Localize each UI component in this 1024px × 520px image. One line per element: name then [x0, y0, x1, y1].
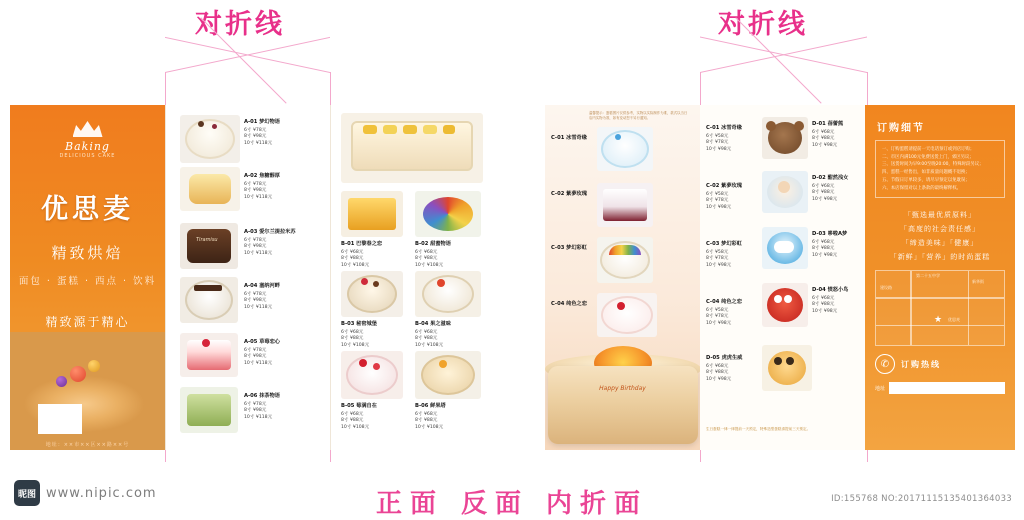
- price-c03: C-03 梦幻彩虹 6寸 ¥58元 8寸 ¥78元 10寸 ¥98元: [706, 241, 742, 268]
- address-label: 地址: [875, 385, 886, 392]
- product-photo-a02[interactable]: [180, 167, 240, 211]
- store-map[interactable]: [875, 270, 1005, 346]
- product-label-b05: B-05 莓满自在 6寸 ¥68元 8寸 ¥88元 10寸 ¥108元: [341, 403, 377, 430]
- badge-sub: DELICIOUS CAKE: [59, 153, 116, 159]
- map-road: [968, 271, 969, 345]
- price-d04: D-04 愤怒小鸟 6寸 ¥68元 8寸 ¥88元 10寸 ¥98元: [812, 287, 849, 314]
- product-label-b02: B-02 甜蜜物语 6寸 ¥68元 8寸 ¥88元 10寸 ¥108元: [415, 241, 451, 268]
- map-label-3: 第二十五中学: [916, 273, 940, 279]
- product-photo-a04[interactable]: [180, 277, 238, 323]
- order-panel-title: 订购细节: [877, 123, 925, 134]
- product-photo-d02[interactable]: [762, 171, 808, 213]
- brand-quote: [873, 208, 1007, 264]
- hotline-label: 订购热线: [901, 359, 941, 369]
- leaflet-front: [10, 105, 490, 450]
- product-label-c03: C-03 梦幻彩虹: [551, 245, 587, 251]
- address-row: [875, 382, 1005, 394]
- cover-panel: [10, 105, 165, 450]
- fruit-decor: [70, 366, 86, 382]
- menu-panel-c: [545, 105, 700, 450]
- quote-line: 「高度的社会责任感」: [900, 225, 980, 234]
- price-c02: C-02 紫夢玫瑰 6寸 ¥58元 8寸 ¥78元 10寸 ¥98元: [706, 183, 742, 210]
- brand-badge: [56, 121, 120, 173]
- map-label-1: 建设路: [880, 285, 892, 291]
- order-note: 五、节假日订单较多，请尽早预定以免耽误；: [882, 177, 970, 183]
- top-white-strip: [0, 0, 1024, 100]
- hero-cake-text: Happy Birthday: [599, 385, 646, 392]
- order-note: 四、蛋糕一经售出，如非质量问题概不退换；: [882, 170, 970, 176]
- product-photo-b05[interactable]: [341, 351, 403, 399]
- product-label-a03: A-03 爱尔兰提拉米苏 6寸 ¥78元 8寸 ¥98元 10寸 ¥118元: [244, 229, 296, 256]
- product-label-a06: A-06 抹茶物语 6寸 ¥78元 8寸 ¥98元 10寸 ¥118元: [244, 393, 280, 420]
- watermark-text: www.nipic.com: [46, 485, 157, 501]
- product-label-a04: A-04 塞纳河畔 6寸 ¥78元 8寸 ¥98元 10寸 ¥118元: [244, 283, 280, 310]
- product-photo-b02[interactable]: [415, 191, 481, 237]
- product-label-a01: A-01 梦幻物语 6寸 ¥78元 8寸 ¥98元 10寸 ¥118元: [244, 119, 280, 146]
- hero-cake-image: [545, 300, 700, 450]
- cover-white-swatch: [38, 404, 82, 434]
- order-note: 一、订购蛋糕请提前一天电话预订或到店订购；: [882, 147, 975, 152]
- product-photo-a01[interactable]: [180, 115, 240, 163]
- badge-name: Baking: [65, 140, 110, 153]
- fruit-decor: [88, 360, 100, 372]
- map-road: [876, 325, 1004, 326]
- bottom-caption: 正面 反面 内折面: [375, 489, 649, 519]
- product-label-c02: C-02 紫夢玫瑰: [551, 191, 587, 197]
- product-photo-d03[interactable]: [762, 227, 808, 269]
- product-label-b03: B-03 秘密城堡 6寸 ¥68元 8寸 ¥88元 10寸 ¥108元: [341, 321, 377, 348]
- order-note: 二、市区内满100元免费送货上门，郊区另议；: [882, 154, 974, 160]
- fruit-decor: [56, 376, 67, 387]
- menu-cd-inner: [700, 105, 865, 450]
- quote-line: 「缔造美味」「健康」: [901, 239, 979, 248]
- order-note: 六、本店保留对以上条款的最终解释权。: [882, 185, 962, 191]
- menu-b-inner: [331, 105, 491, 450]
- product-label-a02: A-02 焦糖醇厚 6寸 ¥78元 8寸 ¥98元 10寸 ¥118元: [244, 173, 280, 200]
- price-c04: C-04 纯色之恋 6寸 ¥58元 8寸 ¥78元 10寸 ¥98元: [706, 299, 742, 326]
- product-photo-c01[interactable]: [597, 127, 653, 171]
- quote-line: 「甄选最优质原料」: [904, 211, 976, 220]
- cover-footnote: 地址：××市××区××路××号: [45, 442, 130, 448]
- menu-panel-a: [165, 105, 331, 450]
- product-photo-d01[interactable]: [762, 117, 808, 159]
- leaflet-back: [545, 105, 1015, 450]
- product-label-b01: B-01 巴黎春之恋 6寸 ¥68元 8寸 ¥88元 10寸 ¥108元: [341, 241, 383, 268]
- phone-icon: ✆: [875, 354, 895, 374]
- product-photo-a06[interactable]: [180, 387, 238, 433]
- product-label-b04: B-04 果之滋味 6寸 ¥68元 8寸 ¥88元 10寸 ¥108元: [415, 321, 451, 348]
- product-label-a05: A-05 草莓恋心 6寸 ¥78元 8寸 ¥98元 10寸 ¥118元: [244, 339, 280, 366]
- product-label-c01: C-01 冰雪奇缘: [551, 135, 587, 141]
- map-road: [910, 271, 912, 345]
- price-d03: D-03 哆啦A梦 6寸 ¥68元 8寸 ¥88元 10寸 ¥98元: [812, 231, 848, 258]
- top-note: 温馨提示：蛋糕图片仅供参考，实物以实际制作为准，款式以当日店内实物为准，如有变动恕不另行通知。: [589, 111, 688, 121]
- address-blank-line: [889, 382, 1005, 394]
- order-note: 三、送货时间为早9:00至晚20:00，特殊时段另议；: [882, 162, 984, 168]
- hotline-row: [875, 354, 1005, 374]
- product-photo-c02[interactable]: [597, 183, 653, 227]
- menu-c-inner: [545, 105, 700, 450]
- map-label-2: 新华街: [972, 279, 984, 285]
- cover-categories: 面包 · 蛋糕 · 西点 · 饮料: [18, 276, 157, 287]
- fold-label-right: 对折线: [718, 9, 808, 40]
- product-photo-d04[interactable]: [762, 283, 808, 327]
- product-photo-b01[interactable]: [341, 191, 403, 237]
- menu-panel-cd-prices: [700, 105, 865, 450]
- cover-subtitle: 精致烘焙: [51, 244, 124, 262]
- price-c01: C-01 冰雪奇缘 6寸 ¥58元 8寸 ¥78元 10寸 ¥98元: [706, 125, 742, 152]
- product-photo-b06[interactable]: [415, 351, 481, 399]
- order-panel: [865, 105, 1015, 450]
- price-d01: D-01 蓓蕾熊 6寸 ¥68元 8寸 ¥88元 10寸 ¥98元: [812, 121, 844, 148]
- map-marker-label: 优思麦: [948, 317, 960, 323]
- menu-a-inner: [166, 105, 331, 450]
- product-photo-d05[interactable]: [762, 345, 812, 391]
- order-notes: [875, 140, 1005, 198]
- code-a01: A-01: [244, 119, 258, 125]
- fold-label-left: 对折线: [195, 9, 285, 40]
- product-photo-b-hero[interactable]: [341, 113, 483, 183]
- name-a01: 梦幻物语: [259, 119, 280, 125]
- crown-icon: [73, 121, 103, 137]
- watermark: [14, 480, 157, 506]
- product-photo-b04[interactable]: [415, 271, 481, 317]
- product-photo-a05[interactable]: [180, 333, 238, 377]
- page-title: 优思麦: [41, 194, 134, 225]
- image-id-text: ID:155768 NO:20171115135401364033: [831, 494, 1012, 504]
- watermark-logo: 昵图: [14, 480, 40, 506]
- map-star-icon: ★: [934, 315, 943, 326]
- product-photo-b03[interactable]: [341, 271, 403, 317]
- product-label-b06: B-06 鲜果塔 6寸 ¥68元 8寸 ¥88元 10寸 ¥108元: [415, 403, 446, 430]
- hero-cake-body: [548, 366, 698, 444]
- map-road: [876, 297, 1004, 299]
- price-d02: D-02 酣然浅女 6寸 ¥68元 8寸 ¥88元 10寸 ¥98元: [812, 175, 849, 202]
- quote-line: 「新鲜」「营养」的时尚蛋糕: [889, 253, 991, 262]
- cover-hero-image: [10, 332, 165, 450]
- bottom-bar: [0, 462, 1024, 519]
- cover-slogan: 精致源于精心: [45, 315, 130, 329]
- product-photo-c03[interactable]: [597, 237, 653, 283]
- product-label-c04: C-04 纯色之恋: [551, 301, 587, 307]
- price-d05: D-05 虎虎生威 6寸 ¥68元 8寸 ¥88元 10寸 ¥98元: [706, 355, 743, 382]
- product-photo-a03[interactable]: Tiramisu: [180, 223, 238, 269]
- menu-panel-b: [330, 105, 491, 450]
- bottom-note: 生日蛋糕一律一律提前一天预定，特殊造型蛋糕请提前三天预定。: [706, 427, 811, 431]
